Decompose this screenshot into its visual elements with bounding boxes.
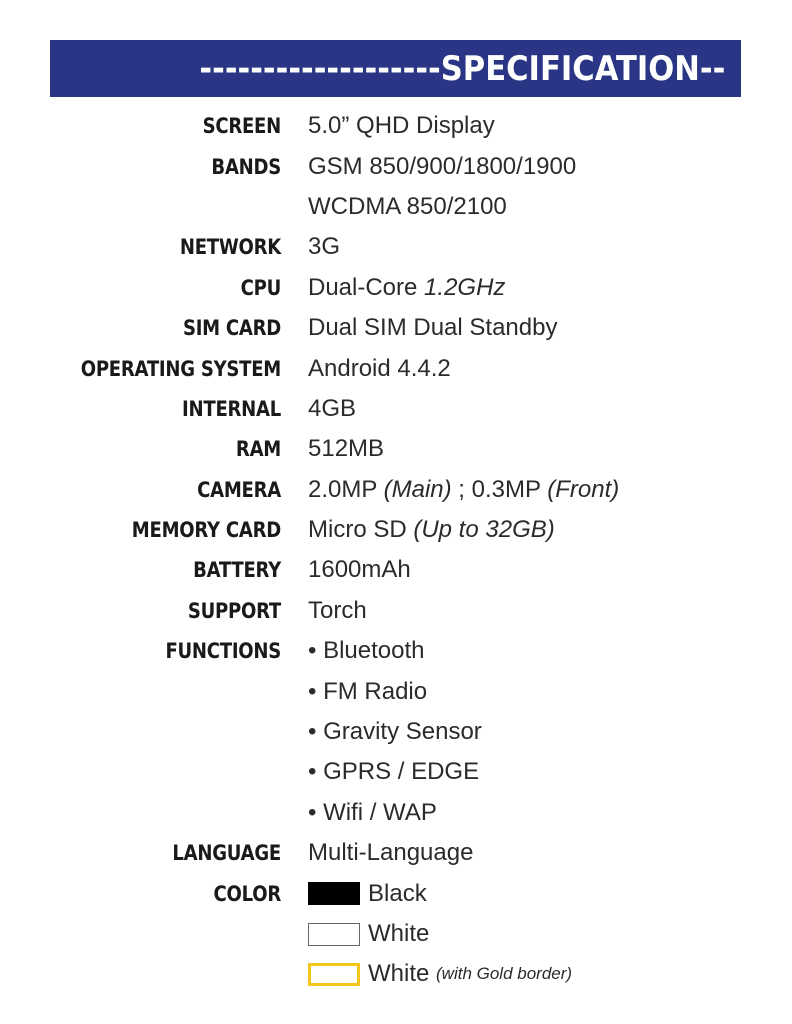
memory-card-type: Micro SD <box>308 516 414 544</box>
color-name: White <box>368 960 437 988</box>
function-item: • Wifi / WAP <box>308 798 437 826</box>
spec-value: Torch <box>308 596 367 624</box>
spec-label: BANDS <box>211 154 281 179</box>
spec-value: 1600mAh <box>308 556 411 584</box>
spec-row-support <box>0 591 792 631</box>
spec-value <box>308 274 505 302</box>
camera-main-value: 2.0MP <box>308 475 384 503</box>
spec-row-bands-continued <box>0 187 792 227</box>
spec-row-functions <box>0 631 792 671</box>
color-option-white-gold <box>308 960 572 988</box>
spec-value: 512MB <box>308 435 385 463</box>
function-item: • FM Radio <box>308 677 428 705</box>
camera-front-note: (Front) <box>547 475 620 503</box>
spec-row-memory-card <box>0 510 792 550</box>
spec-label: RAM <box>235 437 281 462</box>
spec-label: CPU <box>240 275 281 300</box>
spec-label: SCREEN <box>202 114 281 139</box>
spec-row-bands <box>0 146 792 186</box>
cpu-cores: Dual-Core <box>308 273 425 301</box>
spec-row-operating-system <box>0 348 792 388</box>
spec-value: WCDMA 850/2100 <box>308 192 507 220</box>
spec-row-color <box>0 873 792 913</box>
color-note: (with Gold border) <box>436 964 573 984</box>
spec-value: Dual SIM Dual Standby <box>308 314 558 342</box>
spec-row-screen <box>0 106 792 146</box>
memory-card-capacity: (Up to 32GB) <box>413 516 555 544</box>
spec-label: OPERATING SYSTEM <box>80 356 281 381</box>
function-item: • Gravity Sensor <box>308 718 482 746</box>
spec-label: COLOR <box>213 881 281 906</box>
color-name: White <box>368 920 430 947</box>
specification-banner <box>50 40 741 97</box>
function-item: • GPRS / EDGE <box>308 758 480 786</box>
spec-label: SIM CARD <box>182 316 281 341</box>
spec-label: INTERNAL <box>182 396 281 421</box>
spec-row-color-continued <box>0 954 792 994</box>
spec-value: 5.0” QHD Display <box>308 112 495 140</box>
camera-main-note: (Main) <box>383 475 452 503</box>
banner-title: -------------------SPECIFICATION-- <box>199 48 725 89</box>
camera-front-value: 0.3MP <box>471 475 548 503</box>
spec-label: LANGUAGE <box>172 841 281 866</box>
spec-row-functions-continued <box>0 793 792 833</box>
spec-row-cpu <box>0 268 792 308</box>
camera-separator: ; <box>451 475 472 503</box>
spec-row-network <box>0 227 792 267</box>
black-color-swatch <box>308 882 360 905</box>
spec-row-internal <box>0 389 792 429</box>
spec-value <box>308 516 555 544</box>
color-option-black <box>308 880 427 908</box>
function-item: • Bluetooth <box>308 637 425 665</box>
spec-label: FUNCTIONS <box>165 639 281 664</box>
spec-row-functions-continued <box>0 671 792 711</box>
spec-row-battery <box>0 550 792 590</box>
spec-label: CAMERA <box>197 477 281 502</box>
spec-row-functions-continued <box>0 712 792 752</box>
spec-value: GSM 850/900/1800/1900 <box>308 152 577 180</box>
spec-label: MEMORY CARD <box>131 518 281 543</box>
spec-label: NETWORK <box>179 235 281 260</box>
white-color-swatch <box>308 923 360 946</box>
color-option-white <box>308 920 429 948</box>
spec-row-language <box>0 833 792 873</box>
spec-row-camera <box>0 470 792 510</box>
specification-table <box>0 106 792 995</box>
spec-value: 3G <box>308 233 341 261</box>
spec-row-color-continued <box>0 914 792 954</box>
spec-value <box>308 476 619 504</box>
color-name: Black <box>368 879 427 907</box>
spec-value: 4GB <box>308 394 357 422</box>
spec-row-ram <box>0 429 792 469</box>
spec-row-sim-card <box>0 308 792 348</box>
spec-row-functions-continued <box>0 752 792 792</box>
spec-value: Multi-Language <box>308 839 474 867</box>
gold-border-swatch <box>308 963 360 986</box>
spec-value: Android 4.4.2 <box>308 354 451 382</box>
spec-label: BATTERY <box>193 558 281 583</box>
spec-label: SUPPORT <box>187 598 281 623</box>
cpu-speed: 1.2GHz <box>424 273 506 301</box>
